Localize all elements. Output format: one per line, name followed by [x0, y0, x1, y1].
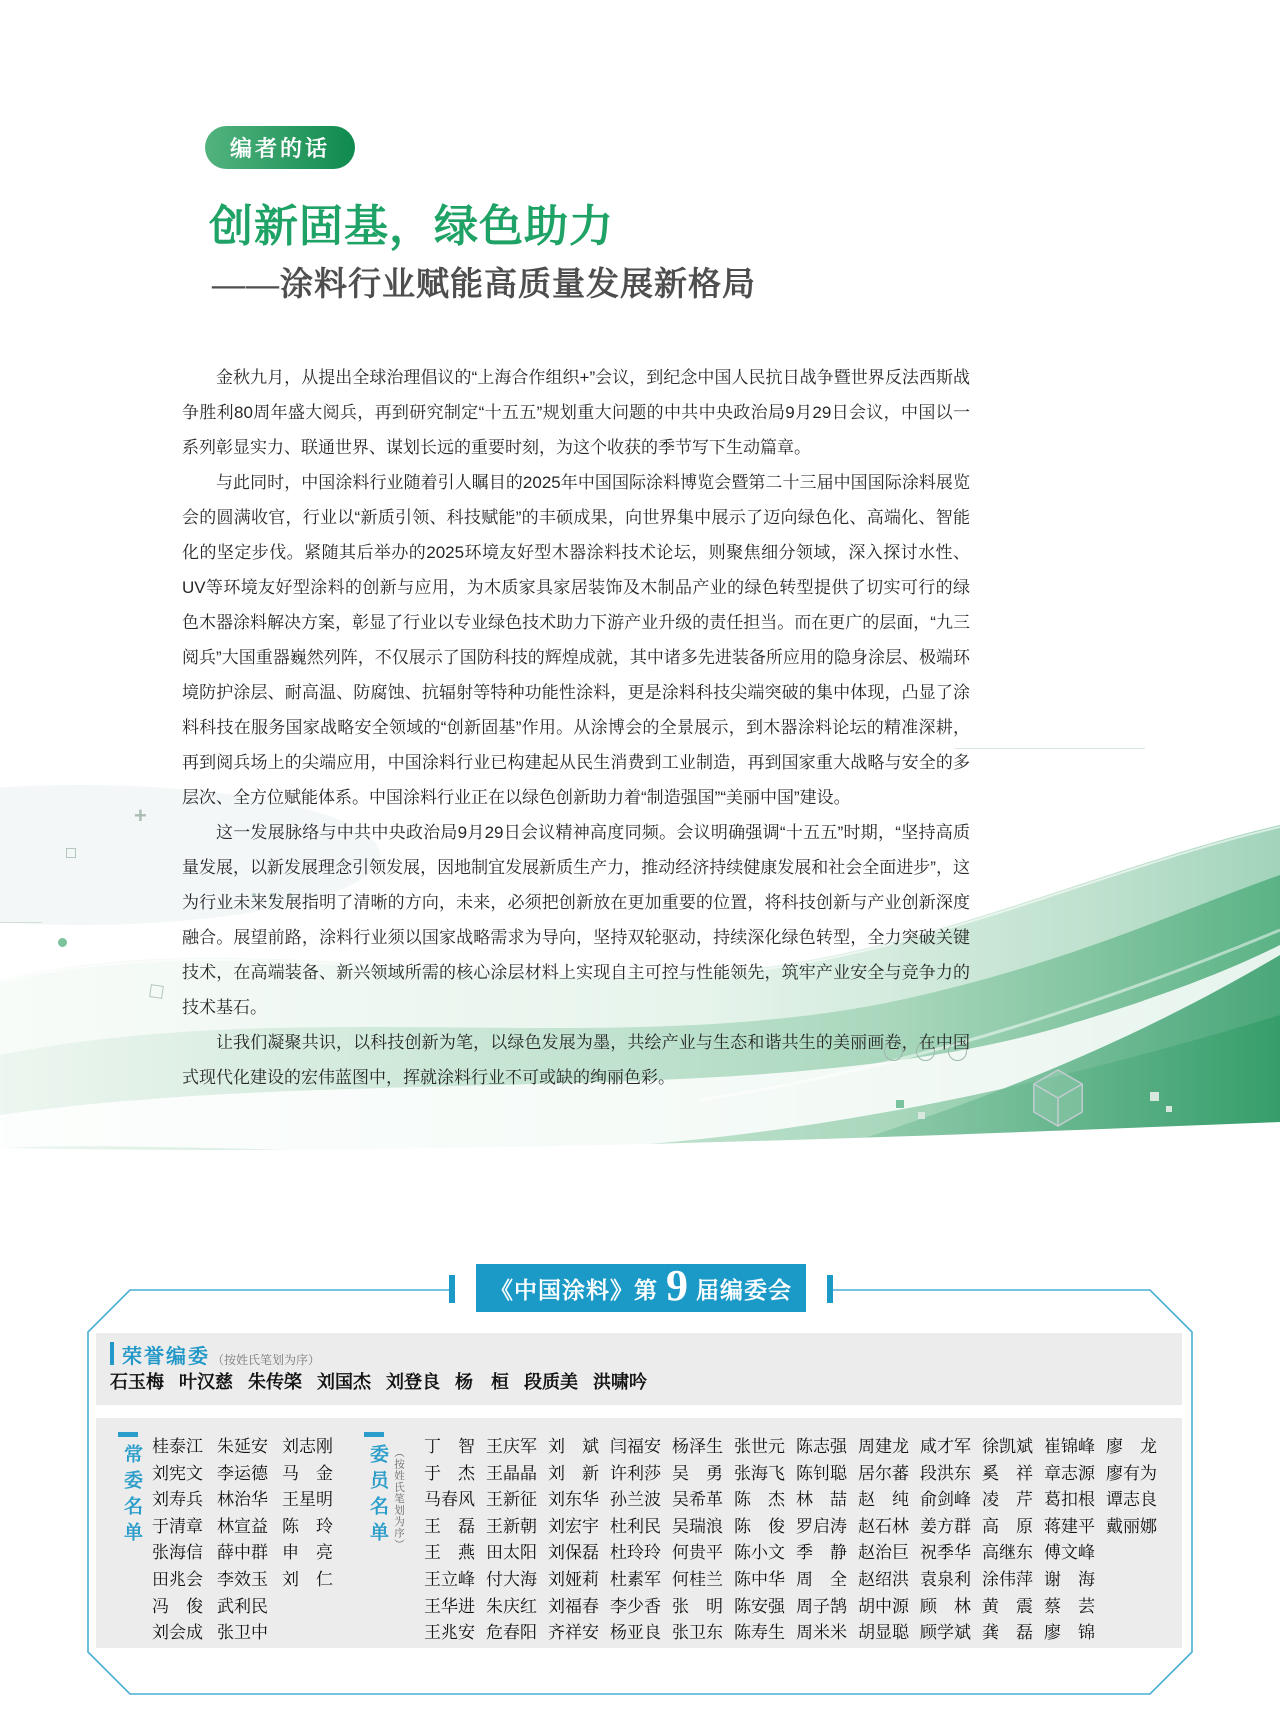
member-name: 陈志强	[796, 1437, 847, 1456]
member-name: 于清章	[152, 1516, 203, 1536]
member-name: 张 明	[672, 1596, 723, 1616]
article-paragraph: 让我们凝聚共识，以科技创新为笔，以绿色发展为墨，共绘产业与生态和谐共生的美丽画卷，在中国式现代化建设的宏伟蓝图中，挥就涂料行业不可或缺的绚丽色彩。	[182, 1033, 970, 1087]
article-subtitle: ——涂料行业赋能高质量发展新格局	[212, 267, 756, 303]
name-column	[610, 1434, 672, 1647]
member-name: 李运德	[217, 1463, 268, 1483]
member-name: 吴希革	[672, 1490, 723, 1510]
honorary-name: 杨 桓	[455, 1372, 509, 1392]
name-column	[1044, 1434, 1106, 1647]
member-name: 陈钊聪	[796, 1463, 847, 1483]
member-name: 孙兰波	[610, 1490, 661, 1510]
banner-right-tick	[827, 1275, 833, 1303]
honorary-name: 刘国杰	[317, 1372, 371, 1392]
member-name: 王晶晶	[486, 1463, 537, 1483]
member-name: 付大海	[486, 1569, 537, 1589]
member-name: 赵治巨	[858, 1543, 909, 1563]
member-name: 张卫东	[672, 1623, 723, 1643]
member-name: 龚 磊	[982, 1623, 1033, 1643]
member-name: 姜方群	[920, 1516, 971, 1536]
member-name: 凌 芹	[982, 1490, 1033, 1510]
member-name: 戴丽娜	[1106, 1516, 1157, 1536]
member-name: 武利民	[217, 1596, 268, 1616]
member-name: 王兆安	[424, 1623, 475, 1643]
member-name: 田兆会	[152, 1569, 203, 1589]
name-column	[486, 1434, 548, 1647]
member-name: 林 喆	[796, 1490, 847, 1510]
line-decoration	[955, 748, 1145, 749]
members-grid	[424, 1434, 1168, 1647]
member-name: 葛扣根	[1044, 1490, 1095, 1510]
honorary-name: 石玉梅	[110, 1372, 164, 1392]
square-outline-icon	[149, 984, 164, 999]
pale-square-icon	[1166, 1106, 1172, 1112]
name-column	[548, 1434, 610, 1647]
member-name: 张海信	[152, 1543, 203, 1563]
member-name: 危春阳	[486, 1623, 537, 1643]
member-name: 蒋建平	[1044, 1516, 1095, 1536]
member-name: 刘 仁	[282, 1569, 333, 1589]
member-name: 刘会成	[152, 1623, 203, 1643]
member-name: 章志源	[1044, 1463, 1095, 1483]
member-name: 许利莎	[610, 1463, 661, 1483]
name-column	[796, 1434, 858, 1647]
member-name: 吴 勇	[672, 1463, 723, 1483]
name-column	[858, 1434, 920, 1647]
member-name: 陈中华	[734, 1569, 785, 1589]
member-name: 王新征	[486, 1490, 537, 1510]
plus-icon: +	[134, 803, 147, 828]
member-name: 赵石林	[858, 1516, 909, 1536]
member-name: 胡中源	[858, 1596, 909, 1616]
banner-suffix: 届编委会	[696, 1276, 792, 1303]
member-name: 陈 玲	[282, 1516, 333, 1536]
member-name: 王星明	[282, 1490, 333, 1510]
member-name: 徐凯斌	[982, 1437, 1033, 1456]
member-name: 闫福安	[610, 1437, 661, 1456]
name-column	[1106, 1434, 1168, 1647]
member-name: 周米米	[796, 1623, 847, 1643]
honorary-name: 朱传棨	[248, 1372, 302, 1392]
member-name: 廖 锦	[1044, 1623, 1095, 1643]
honorary-name: 叶汉慈	[179, 1372, 233, 1392]
member-name: 丁 智	[424, 1437, 475, 1456]
member-name: 马 金	[282, 1463, 333, 1483]
member-name: 王庆军	[486, 1437, 537, 1456]
member-name: 廖有为	[1106, 1463, 1157, 1483]
member-name: 陈 杰	[734, 1490, 785, 1510]
article-paragraph: 金秋九月，从提出全球治理倡议的“上海合作组织+”会议，到纪念中国人民抗日战争暨世界反法西斯战争胜利80周年盛大阅兵，再到研究制定“十五五”规划重大问题的中共中央政治局9月29日会议，中国以一系列彰显实力、联通世界、谋划长远的重要时刻，为这个收获的季节写下生动篇章。	[182, 368, 970, 457]
member-name: 张世元	[734, 1437, 785, 1456]
honorary-accent-bar	[110, 1342, 114, 1365]
members-list-label	[364, 1432, 406, 1551]
member-name: 周子鹄	[796, 1596, 847, 1616]
name-column	[424, 1434, 486, 1647]
member-name: 陈 俊	[734, 1516, 785, 1536]
member-name: 顾 林	[920, 1596, 971, 1616]
member-name: 田太阳	[486, 1543, 537, 1563]
member-name: 祝季华	[920, 1543, 971, 1563]
member-name: 朱庆红	[486, 1596, 537, 1616]
article-paragraph: 与此同时，中国涂料行业随着引人瞩目的2025年中国国际涂料博览会暨第二十三届中国国际涂料展览会的圆满收官，行业以“新质引领、科技赋能”的丰硕成果，向世界集中展示了迈向绿色化、高端化、智能化的坚定步伐。紧随其后举办的2025环境友好型木器涂料技术论坛，则聚焦细分领域，深入探讨水性、UV等环境友好型涂料的创新与应用，为木质家具家居装饰及木制品产业的绿色转型提供了切实可行的绿色木器涂料解决方案，彰显了行业以专业绿色技术助力下游产业升级的责任担当。而在更广的层面，“九三阅兵”大国重器巍然列阵，不仅展示了国防科技的辉煌成就，其中诸多先进装备所应用的隐身涂层、极端环境防护涂层、耐高温、防腐蚀、抗辐射等特种功能性涂料，更是涂料科技尖端突破的集中体现，凸显了涂料科技在服务国家战略安全领域的“创新固基”作用。从涂博会的全景展示，到木器涂料论坛的精准深耕，再到阅兵场上的尖端应用，中国涂料行业已构建起从民生消费到工业制造，再到国家重大战略与安全的多层次、全方位赋能体系。中国涂料行业正在以绿色创新助力着“制造强国”“美丽中国”建设。	[182, 473, 970, 807]
member-name: 咸才军	[920, 1437, 971, 1456]
member-name: 刘福春	[548, 1596, 599, 1616]
member-name: 冯 俊	[152, 1596, 203, 1616]
banner-edition-number: 9	[666, 1261, 688, 1310]
member-name: 刘寿兵	[152, 1490, 203, 1510]
member-name: 吴瑞浪	[672, 1516, 723, 1536]
member-name: 申 亮	[282, 1543, 333, 1563]
standing-committee-grid	[152, 1434, 347, 1647]
article-title: 创新固基，绿色助力	[209, 202, 614, 251]
member-name: 赵绍洪	[858, 1569, 909, 1589]
member-name: 桂泰江	[152, 1437, 203, 1456]
member-name: 段洪东	[920, 1463, 971, 1483]
member-name: 薛中群	[217, 1543, 268, 1563]
honorary-name: 段质美	[524, 1372, 578, 1392]
member-name: 居尔蕃	[858, 1463, 909, 1483]
honorary-name: 洪啸吟	[593, 1372, 647, 1392]
member-name: 王 燕	[424, 1543, 475, 1563]
members-label-text: 委员名单	[367, 1444, 388, 1548]
green-square-icon	[896, 1100, 904, 1108]
member-name: 刘娅莉	[548, 1569, 599, 1589]
member-name: 袁泉利	[920, 1569, 971, 1589]
name-column	[920, 1434, 982, 1647]
member-name: 季 静	[796, 1543, 847, 1563]
standing-label-text: 常委名单	[121, 1444, 142, 1548]
name-column	[672, 1434, 734, 1647]
member-name: 廖 龙	[1106, 1437, 1157, 1456]
member-name: 高继东	[982, 1543, 1033, 1563]
label-dash	[118, 1432, 138, 1437]
line-decoration	[0, 922, 42, 923]
honorary-name: 刘登良	[386, 1372, 440, 1392]
banner-prefix: 《中国涂料》第	[490, 1276, 658, 1303]
member-name: 陈寿生	[734, 1623, 785, 1643]
member-name: 王华进	[424, 1596, 475, 1616]
standing-list-label	[118, 1432, 145, 1548]
member-name: 崔锦峰	[1044, 1437, 1095, 1456]
article-body	[182, 360, 970, 1095]
member-name: 赵 纯	[858, 1490, 909, 1510]
member-name: 李效玉	[217, 1569, 268, 1589]
editor-note-badge: 编者的话	[205, 126, 355, 169]
member-name: 何贵平	[672, 1543, 723, 1563]
member-name: 杜利民	[610, 1516, 661, 1536]
member-name: 于 杰	[424, 1463, 475, 1483]
member-name: 俞剑峰	[920, 1490, 971, 1510]
name-column	[152, 1434, 217, 1647]
member-name: 蔡 芸	[1044, 1596, 1095, 1616]
member-name: 黄 震	[982, 1596, 1033, 1616]
board-banner	[476, 1261, 806, 1312]
member-name: 刘保磊	[548, 1543, 599, 1563]
member-name: 傅文峰	[1044, 1543, 1095, 1563]
green-dot-icon	[58, 938, 67, 947]
member-name: 罗启涛	[796, 1516, 847, 1536]
pale-square-icon	[918, 1112, 925, 1119]
member-name: 谭志良	[1106, 1490, 1157, 1510]
name-column	[734, 1434, 796, 1647]
honorary-sort-note: （按姓氏笔划为序）	[212, 1353, 321, 1367]
honorary-names	[110, 1368, 662, 1394]
member-name: 顾学斌	[920, 1623, 971, 1643]
name-column	[282, 1434, 347, 1647]
name-column	[217, 1434, 282, 1647]
member-name: 刘东华	[548, 1490, 599, 1510]
banner-left-tick	[449, 1275, 455, 1303]
member-name: 刘 新	[548, 1463, 599, 1483]
member-name: 杜玲玲	[610, 1543, 661, 1563]
member-name: 齐祥安	[548, 1623, 599, 1643]
honorary-label: 荣誉编委	[122, 1346, 210, 1368]
member-name: 谢 海	[1044, 1569, 1095, 1589]
member-name: 刘 斌	[548, 1437, 599, 1456]
member-name: 周 全	[796, 1569, 847, 1589]
name-column	[982, 1434, 1044, 1647]
member-name: 胡显聪	[858, 1623, 909, 1643]
member-name: 刘宏宇	[548, 1516, 599, 1536]
member-name: 杜素军	[610, 1569, 661, 1589]
member-name: 周建龙	[858, 1437, 909, 1456]
member-name: 张海飞	[734, 1463, 785, 1483]
members-sort-note: （按姓氏笔划为序）	[393, 1447, 404, 1551]
member-name: 张卫中	[217, 1623, 268, 1643]
member-name: 杨泽生	[672, 1437, 723, 1456]
article-paragraph: 这一发展脉络与中共中央政治局9月29日会议精神高度同频。会议明确强调“十五五”时期，“坚持高质量发展，以新发展理念引领发展，因地制宜发展新质生产力，推动经济持续健康发展和社会全面进步”，这为行业未来发展指明了清晰的方向，未来，必须把创新放在更加重要的位置，将科技创新与产业创新深度融合。展望前路，涂料行业须以国家战略需求为导向，坚持双轮驱动，持续深化绿色转型，全力突破关键技术，在高端装备、新兴领域所需的核心涂层材料上实现自主可控与性能领先，筑牢产业安全与竞争力的技术基石。	[182, 823, 970, 1017]
member-name: 奚 祥	[982, 1463, 1033, 1483]
member-name: 李少香	[610, 1596, 661, 1616]
member-name: 刘宪文	[152, 1463, 203, 1483]
square-outline-icon	[66, 848, 76, 858]
member-name: 王立峰	[424, 1569, 475, 1589]
member-name: 陈小文	[734, 1543, 785, 1563]
member-name: 王新朝	[486, 1516, 537, 1536]
member-name: 朱延安	[217, 1437, 268, 1456]
label-dash	[364, 1432, 384, 1437]
member-name: 林治华	[217, 1490, 268, 1510]
pale-square-icon	[1150, 1092, 1159, 1101]
member-name: 何桂兰	[672, 1569, 723, 1589]
cube-outline-icon	[1028, 1068, 1088, 1128]
member-name: 涂伟萍	[982, 1569, 1033, 1589]
member-name: 陈安强	[734, 1596, 785, 1616]
member-name: 杨亚良	[610, 1623, 661, 1643]
member-name: 刘志刚	[282, 1437, 333, 1456]
member-name: 林宣益	[217, 1516, 268, 1536]
member-name: 高 原	[982, 1516, 1033, 1536]
member-name: 王 磊	[424, 1516, 475, 1536]
member-name: 马春风	[424, 1490, 475, 1510]
